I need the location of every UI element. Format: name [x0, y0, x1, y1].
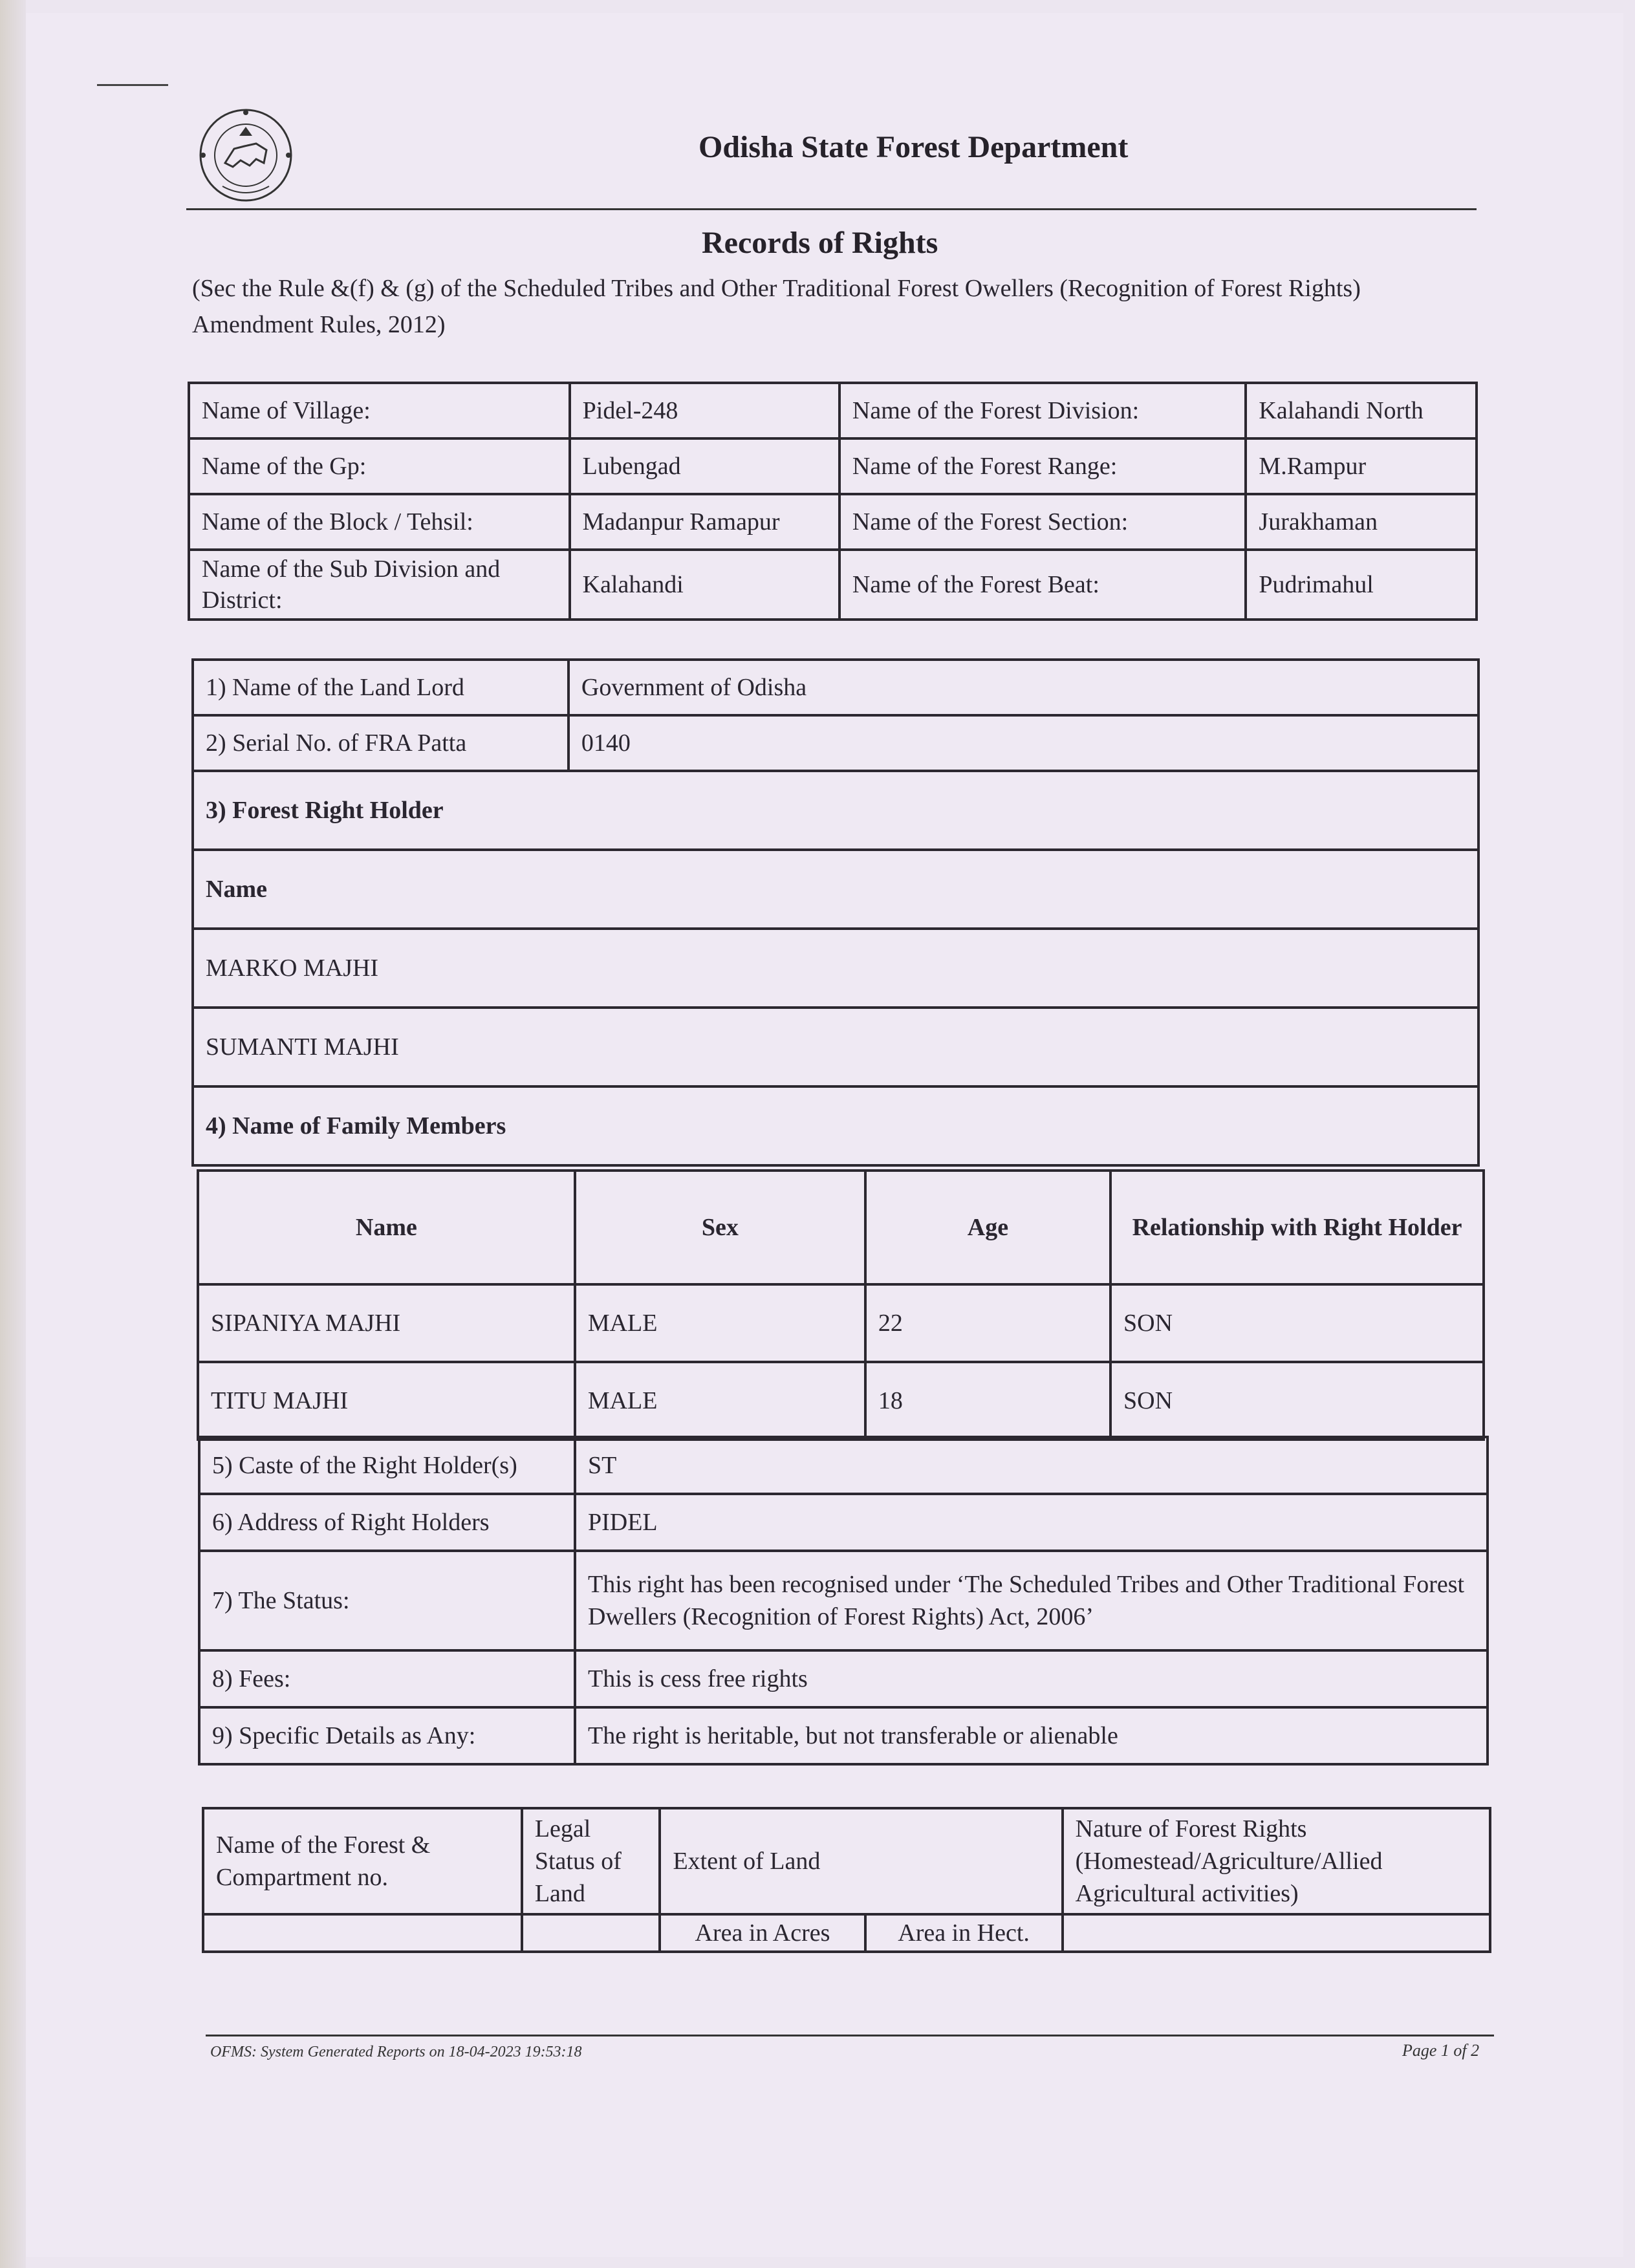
- header-divider: [186, 208, 1477, 210]
- caste-value: ST: [575, 1437, 1488, 1494]
- column-header-name: Name: [198, 1171, 575, 1284]
- fees-value: This is cess free rights: [575, 1650, 1488, 1707]
- table-row: [189, 494, 1477, 550]
- block-value: Madanpur Ramapur: [570, 494, 839, 550]
- table-row: [198, 1362, 1484, 1440]
- forest-compartment-header: Name of the Forest & Compartment no.: [203, 1808, 522, 1914]
- forest-beat-value: Pudrimahul: [1246, 550, 1477, 620]
- table-header-row: [198, 1171, 1484, 1284]
- forest-division-label: Name of the Forest Division:: [839, 383, 1246, 438]
- forest-range-value: M.Rampur: [1246, 438, 1477, 494]
- landlord-value: Government of Odisha: [568, 660, 1478, 715]
- village-label: Name of Village:: [189, 383, 570, 438]
- family-table: [197, 1169, 1485, 1441]
- table-row: [193, 1008, 1478, 1086]
- member-name: TITU MAJHI: [198, 1362, 575, 1440]
- holder-heading: 3) Forest Right Holder: [193, 771, 1478, 850]
- table-row: [193, 850, 1478, 929]
- member-relation: SON: [1110, 1284, 1484, 1362]
- table-row: [199, 1650, 1488, 1707]
- gp-label: Name of the Gp:: [189, 438, 570, 494]
- table-row: [193, 660, 1478, 715]
- nature-of-rights-header: Nature of Forest Rights (Homestead/Agriculture/Allied Agricultural activities): [1063, 1808, 1490, 1914]
- margin-mark: [97, 84, 168, 86]
- department-title: Odisha State Forest Department: [698, 130, 1129, 164]
- fees-label: 8) Fees:: [199, 1650, 575, 1707]
- village-value: Pidel-248: [570, 383, 839, 438]
- area-hect-header: Area in Hect.: [865, 1914, 1063, 1952]
- member-sex: MALE: [575, 1362, 865, 1440]
- member-name: SIPANIYA MAJHI: [198, 1284, 575, 1362]
- forest-range-label: Name of the Forest Range:: [839, 438, 1246, 494]
- column-header-age: Age: [865, 1171, 1110, 1284]
- landlord-label: 1) Name of the Land Lord: [193, 660, 568, 715]
- nature-of-rights-cell: [1063, 1914, 1490, 1952]
- table-row: [199, 1707, 1488, 1764]
- family-heading: 4) Name of Family Members: [193, 1086, 1478, 1165]
- holder-name: SUMANTI MAJHI: [193, 1008, 1478, 1086]
- table-row: [203, 1914, 1490, 1952]
- name-heading: Name: [193, 850, 1478, 929]
- serial-label: 2) Serial No. of FRA Patta: [193, 715, 568, 771]
- odisha-emblem-icon: [194, 103, 298, 207]
- table-row: [198, 1284, 1484, 1362]
- status-value: This right has been recognised under ‘The Scheduled Tribes and Other Traditional Forest Dwellers (Recognition of Forest Rights) Act, 2006’: [575, 1551, 1488, 1650]
- block-label: Name of the Block / Tehsil:: [189, 494, 570, 550]
- member-sex: MALE: [575, 1284, 865, 1362]
- area-acres-header: Area in Acres: [660, 1914, 865, 1952]
- forest-section-label: Name of the Forest Section:: [839, 494, 1246, 550]
- member-age: 18: [865, 1362, 1110, 1440]
- table-row: [193, 929, 1478, 1008]
- forest-beat-label: Name of the Forest Beat:: [839, 550, 1246, 620]
- rights-info-table: [198, 1436, 1489, 1766]
- status-label: 7) The Status:: [199, 1551, 575, 1650]
- table-row: [193, 715, 1478, 771]
- legal-status-cell: [522, 1914, 660, 1952]
- paper-edge: [0, 0, 26, 2268]
- serial-value: 0140: [568, 715, 1478, 771]
- specific-details-label: 9) Specific Details as Any:: [199, 1707, 575, 1764]
- table-row: [193, 771, 1478, 850]
- land-table: [202, 1807, 1491, 1953]
- forest-section-value: Jurakhaman: [1246, 494, 1477, 550]
- member-relation: SON: [1110, 1362, 1484, 1440]
- extent-of-land-header: Extent of Land: [660, 1808, 1062, 1914]
- table-row: [193, 1086, 1478, 1165]
- table-row: [199, 1494, 1488, 1551]
- table-row: [199, 1551, 1488, 1650]
- table-row: [199, 1437, 1488, 1494]
- holder-table: [191, 658, 1480, 1167]
- holder-name: MARKO MAJHI: [193, 929, 1478, 1008]
- forest-compartment-cell: [203, 1914, 522, 1952]
- forest-division-value: Kalahandi North: [1246, 383, 1477, 438]
- column-header-relationship: Relationship with Right Holder: [1110, 1171, 1484, 1284]
- subdivision-value: Kalahandi: [570, 550, 839, 620]
- subdivision-label: Name of the Sub Division and District:: [189, 550, 570, 620]
- footer-report-info: OFMS: System Generated Reports on 18-04-2023 19:53:18: [210, 2044, 582, 2060]
- rule-reference: (Sec the Rule &(f) & (g) of the Scheduled Tribes and Other Traditional Forest Owellers (Recognition of Forest Rights) Amendment Rules, 2012): [192, 275, 1361, 338]
- footer-divider: [206, 2035, 1494, 2036]
- gp-value: Lubengad: [570, 438, 839, 494]
- address-label: 6) Address of Right Holders: [199, 1494, 575, 1551]
- column-header-sex: Sex: [575, 1171, 865, 1284]
- member-age: 22: [865, 1284, 1110, 1362]
- page-number: Page 1 of 2: [1402, 2041, 1480, 2060]
- address-value: PIDEL: [575, 1494, 1488, 1551]
- table-row: [189, 438, 1477, 494]
- table-row: [189, 550, 1477, 620]
- table-header-row: [203, 1808, 1490, 1914]
- caste-label: 5) Caste of the Right Holder(s): [199, 1437, 575, 1494]
- specific-details-value: The right is heritable, but not transferable or alienable: [575, 1707, 1488, 1764]
- table-row: [189, 383, 1477, 438]
- location-table: [188, 382, 1478, 621]
- legal-status-header: Legal Status of Land: [522, 1808, 660, 1914]
- document-title: Records of Rights: [702, 226, 938, 260]
